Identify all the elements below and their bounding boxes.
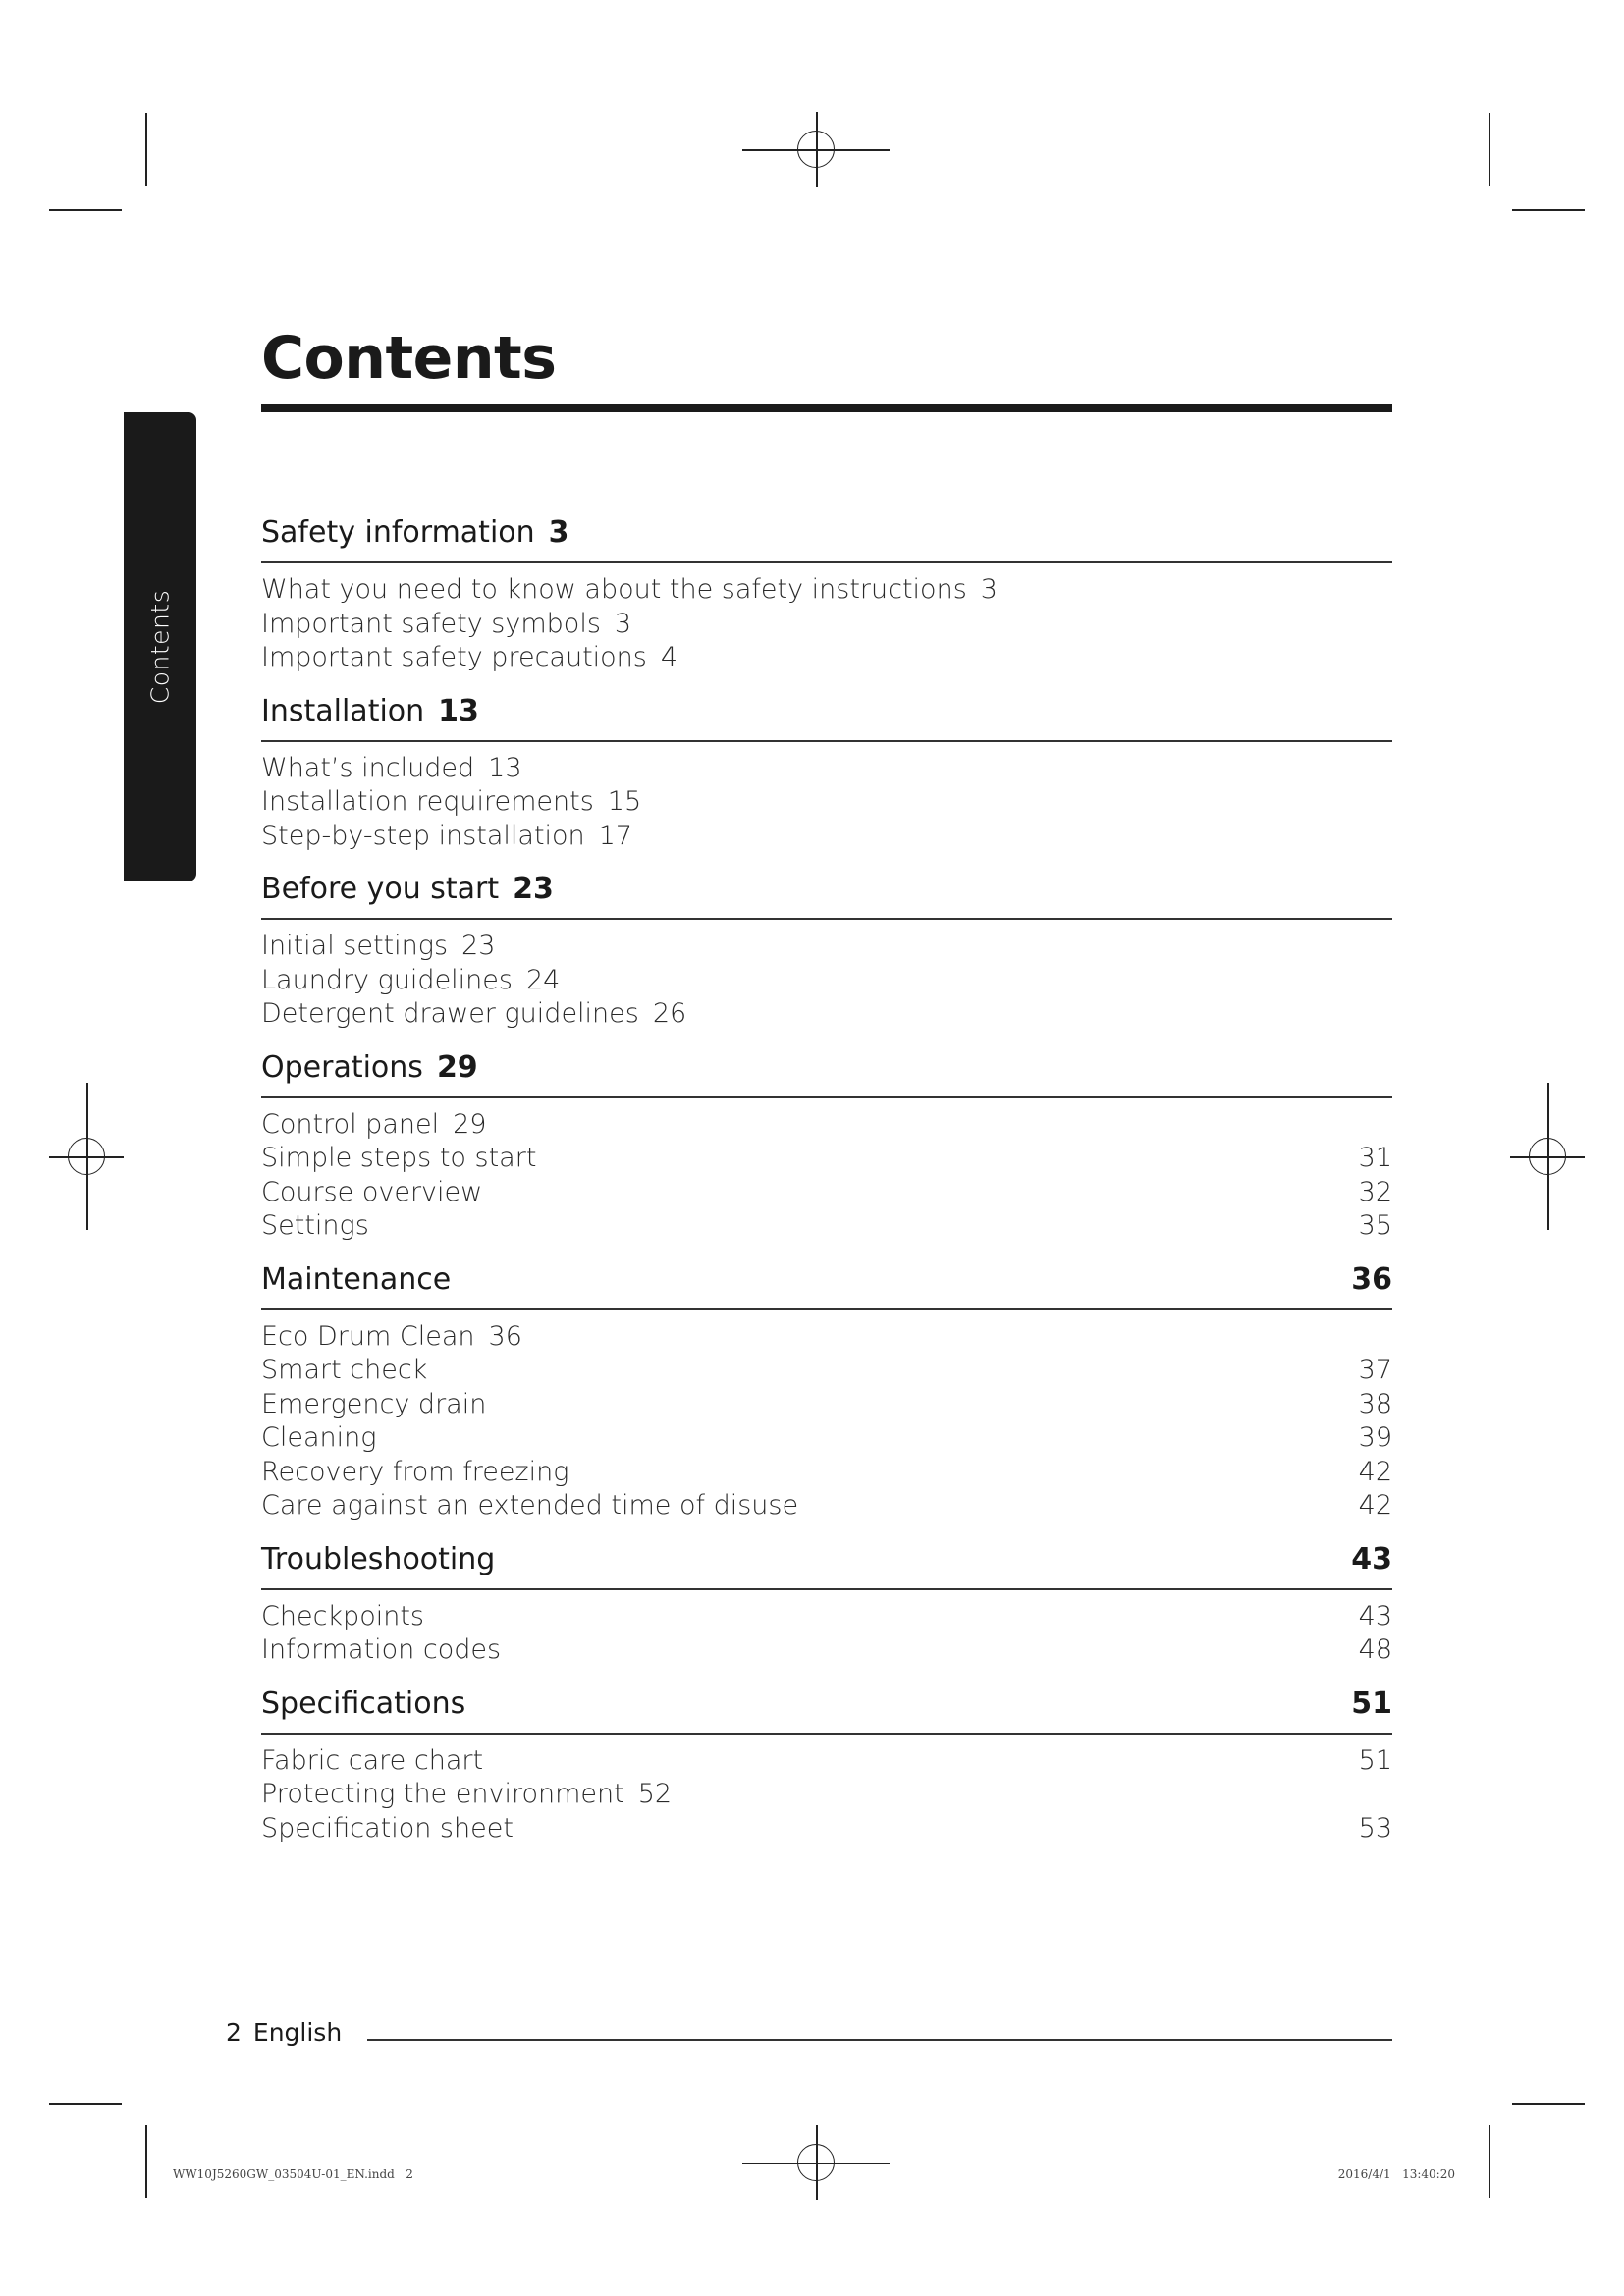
registration-mark — [742, 2125, 890, 2200]
registration-mark — [742, 112, 890, 187]
crop-mark — [145, 2125, 147, 2198]
section-page-number: 36 — [1351, 1261, 1392, 1297]
page-number: 2 — [226, 2018, 242, 2047]
toc-entry[interactable] — [261, 608, 1392, 642]
toc-section-heading[interactable] — [261, 867, 1392, 920]
section-title: Specifications — [261, 1685, 466, 1721]
entry-page-number: 29 — [453, 1108, 487, 1140]
entry-page-number: 36 — [488, 1320, 522, 1352]
table-of-contents — [261, 510, 1392, 1859]
toc-entry[interactable] — [261, 1600, 1392, 1634]
toc-entry[interactable] — [261, 1421, 1392, 1456]
print-slug-file: WW10J5260GW_03504U-01_EN.indd 2 — [173, 2167, 413, 2181]
section-page-number: 51 — [1351, 1685, 1392, 1721]
toc-section-heading[interactable] — [261, 510, 1392, 563]
section-page-number: 13 — [438, 693, 479, 728]
crop-mark — [49, 209, 122, 211]
entry-title: Smart check — [261, 1355, 428, 1385]
crop-mark — [1489, 113, 1490, 186]
entry-title: Simple steps to start — [261, 1143, 537, 1173]
section-page-number: 3 — [548, 515, 569, 550]
toc-section — [261, 1257, 1392, 1537]
section-page-number: 29 — [436, 1049, 478, 1085]
entry-title: Information codes — [261, 1634, 502, 1665]
entry-page-number: 42 — [1358, 1456, 1392, 1487]
entry-page-number: 53 — [1358, 1812, 1392, 1843]
section-title: Operations — [261, 1049, 423, 1085]
toc-entry[interactable] — [261, 1320, 1392, 1355]
entry-page-number: 26 — [652, 998, 687, 1029]
entry-page-number: 43 — [1358, 1600, 1392, 1631]
toc-entry[interactable] — [261, 1209, 1392, 1244]
registration-mark — [49, 1083, 124, 1230]
entry-page-number: 17 — [598, 820, 633, 851]
toc-entry[interactable] — [261, 573, 1392, 608]
entry-page-number: 4 — [660, 642, 678, 672]
entry-page-number: 52 — [637, 1779, 673, 1809]
entry-title: Laundry guidelines — [261, 964, 513, 995]
toc-entry[interactable] — [261, 1142, 1392, 1176]
section-title: Installation — [261, 693, 425, 728]
entry-page-number: 3 — [980, 574, 998, 605]
toc-entry[interactable] — [261, 1108, 1392, 1143]
entry-title: Control panel — [261, 1108, 440, 1140]
toc-section — [261, 1682, 1392, 1860]
toc-section-heading[interactable] — [261, 1537, 1392, 1590]
entry-title: Checkpoints — [261, 1600, 424, 1631]
crop-mark — [1512, 209, 1585, 211]
side-tab-label: Contents — [145, 589, 175, 705]
entry-title: Important safety precautions — [261, 642, 647, 672]
entry-title: Settings — [261, 1210, 369, 1241]
toc-section-heading[interactable] — [261, 689, 1392, 742]
entry-page-number: 23 — [461, 931, 496, 961]
entry-page-number: 42 — [1358, 1490, 1392, 1521]
entry-title: Eco Drum Clean — [261, 1320, 475, 1352]
entry-page-number: 15 — [607, 786, 642, 817]
section-title: Troubleshooting — [261, 1541, 496, 1576]
section-page-number: 43 — [1351, 1541, 1392, 1576]
toc-entry[interactable] — [261, 930, 1392, 964]
entry-page-number: 3 — [614, 608, 632, 639]
toc-entry[interactable] — [261, 1812, 1392, 1846]
entry-title: Protecting the environment — [261, 1779, 624, 1809]
title-rule — [261, 404, 1392, 412]
footer-rule — [367, 2039, 1392, 2041]
entry-page-number: 51 — [1358, 1744, 1392, 1776]
page-title: Contents — [261, 324, 557, 393]
toc-section — [261, 867, 1392, 1045]
toc-entry[interactable] — [261, 964, 1392, 998]
toc-entry[interactable] — [261, 1176, 1392, 1210]
registration-mark — [1510, 1083, 1585, 1230]
toc-section-heading[interactable] — [261, 1257, 1392, 1310]
section-title: Safety information — [261, 515, 535, 550]
toc-entry[interactable] — [261, 1489, 1392, 1523]
print-slug-date: 2016/4/1 13:40:20 — [1337, 2167, 1455, 2181]
toc-entry[interactable] — [261, 1456, 1392, 1490]
entry-page-number: 48 — [1358, 1634, 1392, 1665]
toc-section — [261, 510, 1392, 689]
entry-title: Emergency drain — [261, 1388, 487, 1419]
crop-mark — [1489, 2125, 1490, 2198]
toc-entry[interactable] — [261, 641, 1392, 675]
entry-page-number: 38 — [1358, 1388, 1392, 1419]
toc-entry[interactable] — [261, 752, 1392, 786]
entry-title: Detergent drawer guidelines — [261, 998, 639, 1029]
crop-mark — [49, 2103, 122, 2105]
toc-section — [261, 689, 1392, 868]
toc-section — [261, 1537, 1392, 1682]
entry-page-number: 35 — [1358, 1210, 1392, 1241]
section-title: Before you start — [261, 872, 500, 906]
entry-title: Installation requirements — [261, 786, 594, 817]
entry-title: What you need to know about the safety instructions — [261, 574, 967, 605]
crop-mark — [145, 113, 147, 186]
entry-page-number: 31 — [1358, 1143, 1392, 1173]
toc-section-heading[interactable] — [261, 1045, 1392, 1098]
section-title: Maintenance — [261, 1261, 452, 1297]
entry-page-number: 13 — [488, 752, 522, 783]
toc-entry[interactable] — [261, 1633, 1392, 1668]
toc-section — [261, 1045, 1392, 1257]
footer-language: English — [252, 2018, 343, 2047]
toc-entry[interactable] — [261, 1388, 1392, 1422]
entry-page-number: 32 — [1358, 1176, 1392, 1207]
side-tab — [124, 412, 196, 881]
entry-page-number: 39 — [1358, 1422, 1392, 1453]
footer — [226, 2018, 342, 2047]
toc-entry[interactable] — [261, 1744, 1392, 1779]
entry-title: Fabric care chart — [261, 1744, 484, 1776]
entry-page-number: 37 — [1358, 1355, 1392, 1385]
toc-entry[interactable] — [261, 820, 1392, 854]
entry-title: What’s included — [261, 752, 475, 783]
crop-mark — [1512, 2103, 1585, 2105]
section-page-number: 23 — [513, 872, 554, 906]
toc-entry[interactable] — [261, 1778, 1392, 1812]
toc-entry[interactable] — [261, 997, 1392, 1032]
toc-section-heading[interactable] — [261, 1682, 1392, 1735]
toc-entry[interactable] — [261, 1354, 1392, 1388]
entry-title: Recovery from freezing — [261, 1456, 569, 1487]
entry-title: Step-by-step installation — [261, 820, 585, 851]
entry-title: Initial settings — [261, 931, 449, 961]
entry-title: Care against an extended time of disuse — [261, 1490, 799, 1521]
entry-title: Cleaning — [261, 1422, 377, 1453]
entry-title: Specification sheet — [261, 1812, 514, 1843]
entry-title: Course overview — [261, 1176, 483, 1207]
entry-title: Important safety symbols — [261, 608, 601, 639]
entry-page-number: 24 — [525, 964, 561, 995]
toc-entry[interactable] — [261, 785, 1392, 820]
